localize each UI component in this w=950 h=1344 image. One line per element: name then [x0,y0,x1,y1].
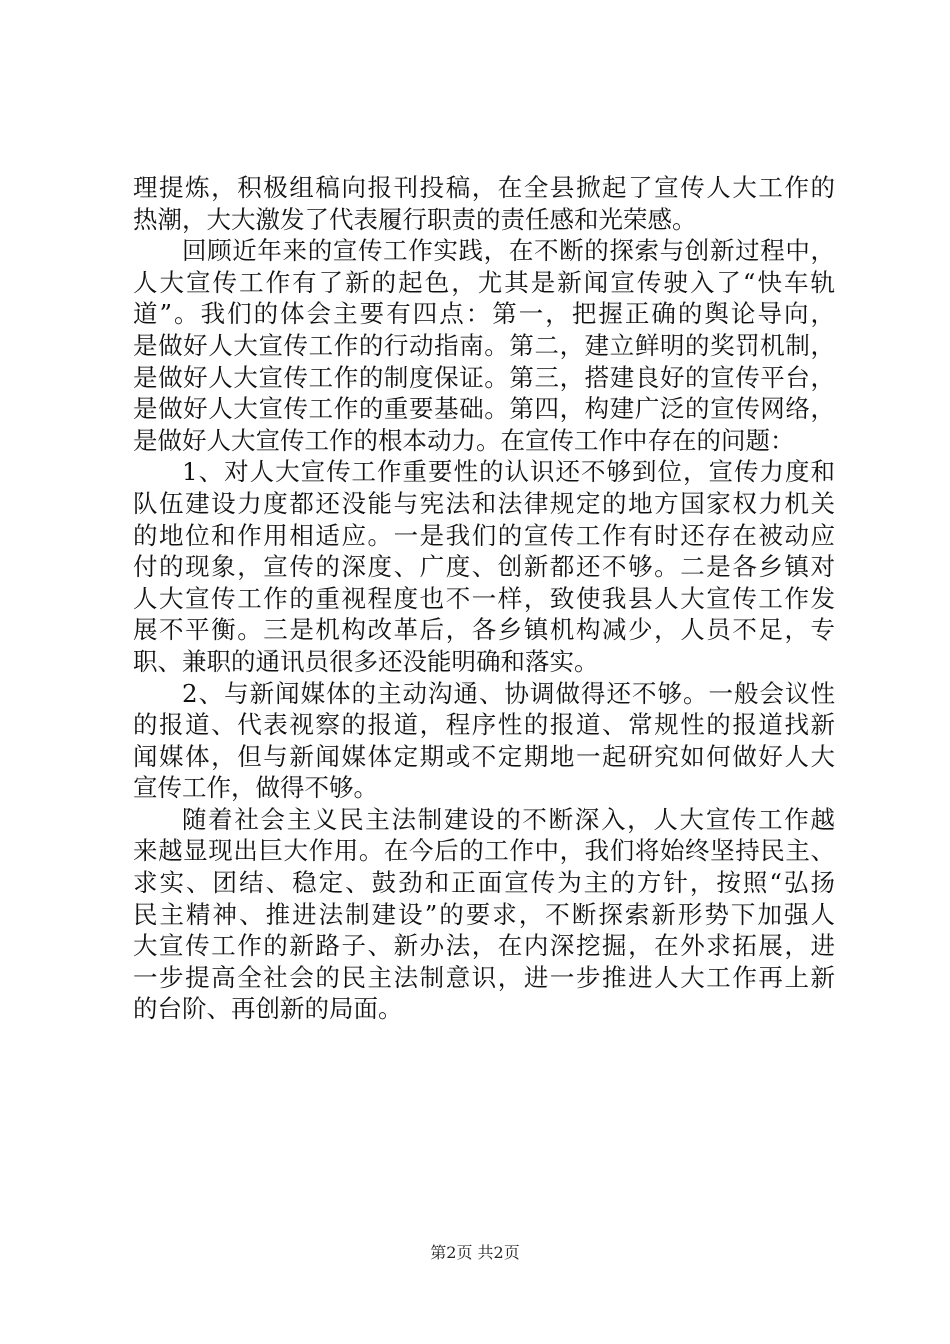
text-line: 是做好人大宣传工作的重要基础。第四，构建广泛的宣传网络， [133,394,835,424]
text-line: 人大宣传工作的重视程度也不一样，致使我县人大宣传工作发 [133,583,835,613]
text-line: 道”。我们的体会主要有四点：第一，把握正确的舆论导向， [133,299,835,329]
text-line: 2、与新闻媒体的主动沟通、协调做得还不够。一般会议性 [182,678,835,708]
text-line: 付的现象，宣传的深度、广度、创新都还不够。二是各乡镇对 [133,552,835,582]
text-line: 展不平衡。三是机构改革后，各乡镇机构减少，人员不足，专 [133,615,835,645]
document-body [133,172,835,1025]
text-line: 来越显现出巨大作用。在今后的工作中，我们将始终坚持民主、 [133,836,835,866]
text-line: 1、对人大宣传工作重要性的认识还不够到位，宣传力度和 [182,457,835,487]
text-line: 是做好人大宣传工作的根本动力。在宣传工作中存在的问题： [133,425,795,455]
text-line: 是做好人大宣传工作的制度保证。第三，搭建良好的宣传平台， [133,362,835,392]
text-line: 求实、团结、稳定、鼓劲和正面宣传为主的方针，按照“弘扬 [133,868,835,898]
text-line: 的台阶、再创新的局面。 [133,994,403,1024]
text-line: 理提炼，积极组稿向报刊投稿，在全县掀起了宣传人大工作的 [133,173,835,202]
text-line: 宣传工作，做得不够。 [133,773,378,803]
text-line: 闻媒体，但与新闻媒体定期或不定期地一起研究如何做好人大 [133,741,835,771]
text-line: 职、兼职的通讯员很多还没能明确和落实。 [133,646,599,676]
page-footer [0,1243,950,1263]
text-line: 的报道、代表视察的报道，程序性的报道、常规性的报道找新 [133,710,835,740]
text-line: 一步提高全社会的民主法制意识，进一步推进人大工作再上新 [133,962,835,992]
page-number-label: 第2页 共2页 [430,1243,520,1262]
text-line: 人大宣传工作有了新的起色，尤其是新闻宣传驶入了“快车轨 [133,267,835,297]
text-line: 是做好人大宣传工作的行动指南。第二，建立鲜明的奖罚机制， [133,330,835,360]
text-line: 大宣传工作的新路子、新办法，在内深挖掘，在外求拓展，进 [133,931,835,961]
text-line: 回顾近年来的宣传工作实践，在不断的探索与创新过程中， [182,236,835,266]
text-line: 队伍建设力度都还没能与宪法和法律规定的地方国家权力机关 [133,488,835,518]
text-line: 热潮，大大激发了代表履行职责的责任感和光荣感。 [133,204,697,234]
text-line: 随着社会主义民主法制建设的不断深入，人大宣传工作越 [182,804,835,834]
text-line: 的地位和作用相适应。一是我们的宣传工作有时还存在被动应 [133,520,835,550]
text-line: 民主精神、推进法制建设”的要求，不断探索新形势下加强人 [133,899,835,929]
